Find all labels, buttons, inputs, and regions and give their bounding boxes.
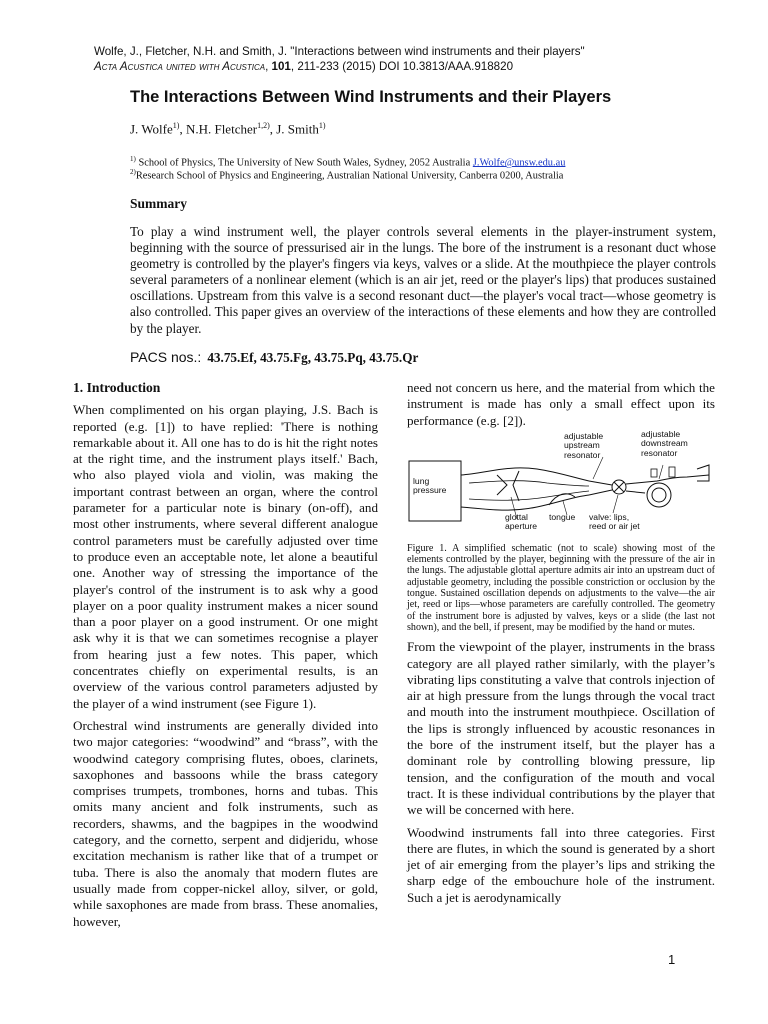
label-upstream-resonator <box>564 432 603 461</box>
author-3-affil: 1) <box>318 121 326 130</box>
pacs-values: 43.75.Ef, 43.75.Fg, 43.75.Pq, 43.75.Qr <box>207 350 419 365</box>
label-text: glottal <box>505 511 528 522</box>
paper-title: The Interactions Between Wind Instruments and their Players <box>130 88 612 106</box>
label-text: adjustable <box>641 428 681 439</box>
author-email-link[interactable]: J.Wolfe@unsw.edu.au <box>472 157 566 169</box>
paragraph: Woodwind instruments fall into three categories. First there are flutes, in which the sound is generated by a short jet of air emerging from the player’s lips and striking the sharp edge of the embouchure hole of the instrument. Such a jet is aerodynamically <box>407 824 715 905</box>
figure-1-schematic <box>407 428 715 535</box>
paragraph: From the viewpoint of the player, instruments in the brass category are all played rather similarly, with the player’s vibrating lips constituting a valve that controls injection of air at high pressure from the lungs through the vocal tract and mouth into the instrument mouthpiece. Oscillation of the lips is strongly influenced by acoustic resonances in the bore of the instrument itself, but the player has a dominant role by controlling blowing pressure, lip tension, and the configuration of the mouth and vocal tract. It is these individual contributions by the player that we will be concerned with here. <box>407 639 715 818</box>
paragraph: When complimented on his organ playing, J.S. Bach is reported (e.g. [1]) to have replied: 'There is nothing remarkable about it. All one has to do is hit the right notes at the right time, and the instrument plays itself.' Bach, who also played viola and violin, was making the important contrast between an organ, where the control parameter for a particular note is binary (on-off), and most other instruments, where several different analogue control parameters must be carefully adjusted over time to produce even an acceptable note, let alone a beautiful one. Another way of stressing the importance of the player's control of the instrument is to ask why a good player on a poor quality instrument makes a nicer sound than a poor player on a good instrument. Or one might ask why it is that we can sometimes recognise a player from hearing just a few notes. This paper, which concentrates chiefly on experimental results, is an overview of the various control parameters adjusted by the player of a wind instrument (see Figure 1). <box>73 402 378 711</box>
label-text: valve: lips, <box>589 511 630 522</box>
lower-duct-wall <box>461 495 589 510</box>
label-valve <box>589 513 640 532</box>
journal-name: Acta Acustica united with Acustica <box>94 60 266 73</box>
affiliation-text: Research School of Physics and Engineering, Australian National University, Canberra 0200, Australia <box>135 170 564 182</box>
glottis-shape <box>497 475 507 495</box>
label-lung-pressure <box>413 477 446 496</box>
glottis-shape <box>513 471 519 501</box>
author-1: J. Wolfe <box>130 121 173 137</box>
label-text: aperture <box>505 521 538 532</box>
left-column <box>73 380 378 936</box>
figure-1-caption: Figure 1. A simplified schematic (not to scale) showing most of the elements controlled by the player, beginning with the pressure of the air in the lungs. The adjustable glottal aperture admits air into an upstream duct of adjustable geometry, including the possible constriction or occlusion by the tongue. Sustained oscillation depends on adjustments to the valve—the air jet, reed or lips—whose parameters are carefully controlled. The geometry of the instrument bore is adjusted by valves, keys or a slide (the last not shown), and the bell, if present, may be modified by the hand or mutes. <box>407 542 715 633</box>
valve-cross <box>614 482 624 492</box>
summary-heading: Summary <box>130 196 187 211</box>
citation-line-1: Wolfe, J., Fletcher, N.H. and Smith, J. "Interactions between wind instruments and their players" <box>94 45 585 58</box>
label-text: resonator <box>641 447 678 458</box>
bell <box>697 465 709 481</box>
right-column <box>407 380 715 912</box>
author-1-affil: 1) <box>172 121 180 130</box>
affiliation-2 <box>130 165 670 183</box>
author-2-affil: 1,2) <box>257 121 270 130</box>
pointer-line <box>659 465 663 479</box>
citation-details: , 211-233 (2015) DOI 10.3813/AAA.918820 <box>290 60 514 73</box>
label-text: reed or air jet <box>589 521 640 532</box>
affiliation-text: School of Physics, The University of New South Wales, Sydney, 2052 Australia <box>138 157 473 169</box>
citation-line-2: Acta Acustica united with Acustica, 101, 211-233 (2015) DOI 10.3813/AAA.918820 <box>94 60 514 73</box>
bore-lower <box>626 491 645 493</box>
label-tongue: tongue <box>549 511 576 522</box>
bore-upper <box>626 475 709 484</box>
label-text: upstream <box>564 440 600 451</box>
summary-text: To play a wind instrument well, the player controls several elements in the player-instrument system, beginning with the source of pressurised air in the lungs. The bore of the instrument is a resonant duct whose geometry is controlled by the player's fingers via keys, valves or a slide. At the mouthpiece the player controls several parameters of a nonlinear element (which is an air jet, reed or the player's lips) that produces sustained oscillations. Upstream from this valve is a second resonant duct—the player's vocal tract—whose geometry is also controlled. This paper gives an overview of the interactions of these elements and how they are controlled by the player. <box>130 224 716 336</box>
label-text: pressure <box>413 485 447 496</box>
coil-outer <box>647 483 671 507</box>
mouth-lines <box>589 481 612 495</box>
inner-duct-line <box>469 481 589 486</box>
author-3: J. Smith <box>276 121 319 137</box>
author-list: J. Wolfe$^{1)}$, N.H. Fletcher$^{1,2)}$, J. Smith$^{1)}$ <box>130 121 326 137</box>
upper-duct-wall <box>461 468 589 481</box>
pacs-numbers <box>130 349 418 367</box>
valve-key <box>651 469 657 477</box>
label-text: lung <box>413 475 430 486</box>
affiliation-marker: 2) <box>130 168 136 176</box>
section-heading-introduction: 1. Introduction <box>73 380 161 395</box>
valve-key <box>669 467 675 477</box>
pacs-label: PACS nos.: <box>130 349 202 365</box>
page-number: 1 <box>668 952 676 967</box>
citation-header <box>94 44 694 74</box>
label-downstream-resonator <box>641 430 688 459</box>
label-glottal-aperture <box>505 513 537 532</box>
paragraph: Orchestral wind instruments are generally divided into two major categories: “woodwind” and “brass”, with the woodwind category comprising flutes, oboes, clarinets, saxophones and bassoons while the brass category comprises trumpets, trombones, horns and tubas. This omits many ancient and folk instruments, such as recorders, shawms, and the bagpipes in the woodwind category, and the cornetto, serpent and didjeridu, whose excitation mechanism is rather like that of a trumpet or tuba. There is also the anomaly that modern flutes are usually made from copper-nickel alloy, silver, or gold, while saxophones are made from brass. These anomalies, however, <box>73 717 378 929</box>
label-text: adjustable <box>564 430 604 441</box>
pointer-line <box>613 495 618 513</box>
label-text: resonator <box>564 449 601 460</box>
coil-inner <box>652 488 666 502</box>
journal-volume: 101 <box>271 60 291 73</box>
paragraph: need not concern us here, and the material from which the instrument is made has only a small effect upon its performance (e.g. [2]). <box>407 380 715 428</box>
author-2: N.H. Fletcher <box>185 121 258 137</box>
affiliation-marker: 1) <box>130 155 136 163</box>
label-text: downstream <box>641 438 688 449</box>
